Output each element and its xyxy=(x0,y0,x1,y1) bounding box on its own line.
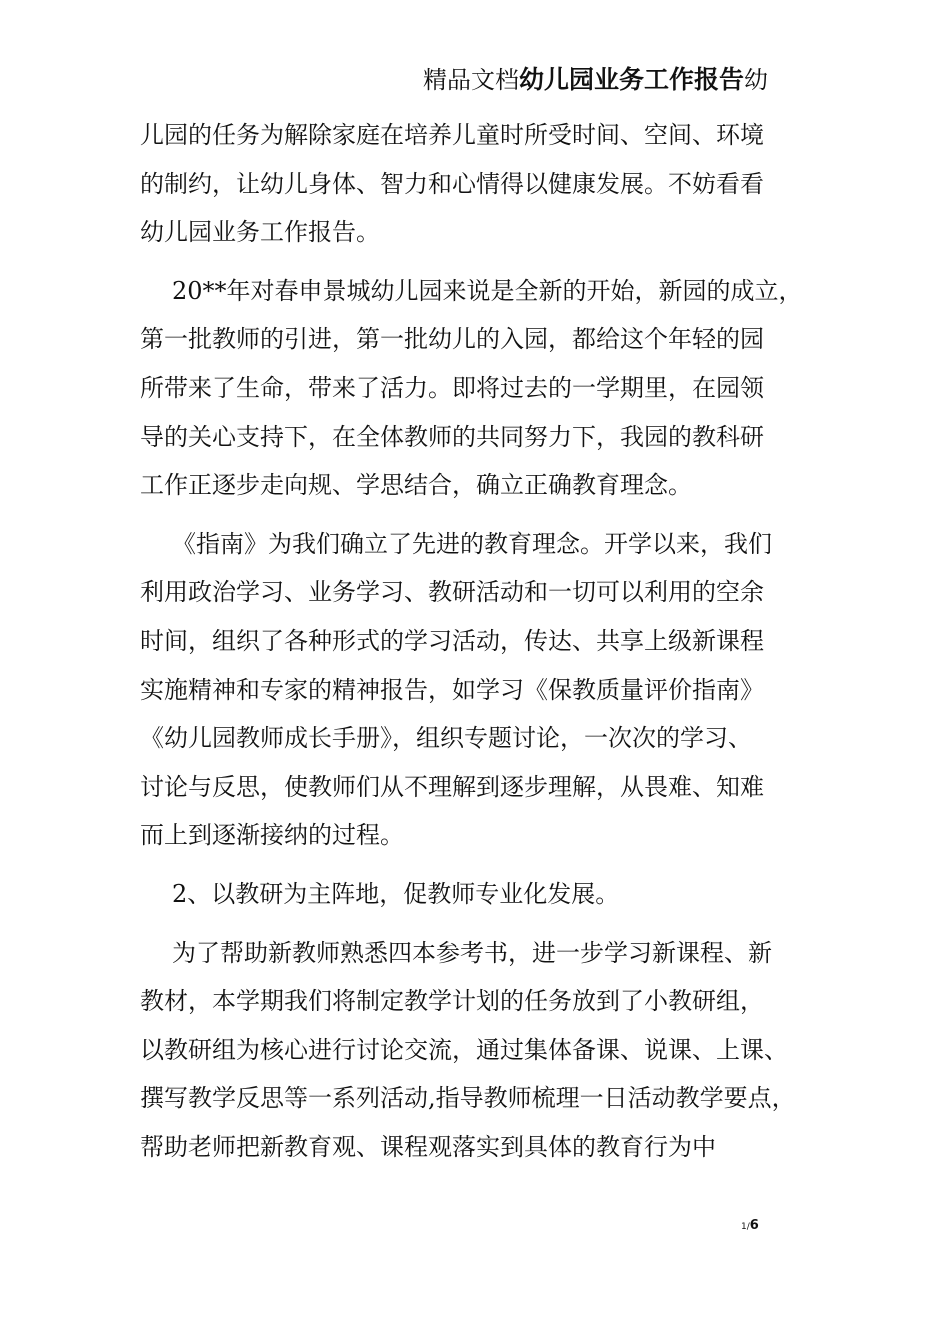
header-prefix: 精品文档 xyxy=(423,66,519,94)
paragraph-first-line: 为了帮助新教师熟悉四本参考书，进一步学习新课程、新 xyxy=(172,938,772,967)
page-number-separator: / xyxy=(746,1222,750,1232)
text-line: 儿园的任务为解除家庭在培养儿童时所受时间、空间、环境 xyxy=(140,121,764,149)
document-body xyxy=(140,111,840,1171)
text-line: 的制约，让幼儿身体、智力和心情得以健康发展。不妨看看 xyxy=(140,169,764,198)
text-line: 时间，组织了各种形式的学习活动，传达、共享上级新课程 xyxy=(140,626,764,655)
paragraph-first-line: 《指南》为我们确立了先进的教育理念。开学以来，我们 xyxy=(172,529,772,558)
text-line: 所带来了生命，带来了活力。即将过去的一学期里，在园领 xyxy=(140,373,764,402)
text-line: 讨论与反思，使教师们从不理解到逐步理解，从畏难、知难 xyxy=(140,772,764,801)
document-title: 幼儿园业务工作报告 xyxy=(519,65,745,94)
text-line: 工作正逐步走向规、学思结合，确立正确教育理念。 xyxy=(140,471,692,500)
text-line: 导的关心支持下，在全体教师的共同努力下，我园的教科研 xyxy=(140,422,764,451)
page-number-current: 1 xyxy=(741,1222,747,1232)
text-line: 帮助老师把新教育观、课程观落实到具体的教育行为中 xyxy=(140,1132,716,1161)
text-line: 教材，本学期我们将制定教学计划的任务放到了小教研组， xyxy=(140,987,764,1016)
text-line: 以教研组为核心进行讨论交流，通过集体备课、说课、上课、 xyxy=(140,1035,788,1064)
text-line: 幼儿园业务工作报告。 xyxy=(140,218,380,247)
document-header xyxy=(423,62,768,98)
section-heading: 2、以教研为主阵地，促教师专业化发展。 xyxy=(172,879,620,908)
text-line: 《幼儿园教师成长手册》，组织专题讨论，一次次的学习、 xyxy=(140,724,752,753)
paragraph-first-line: 20**年对春申景城幼儿园来说是全新的开始，新园的成立， xyxy=(172,276,803,305)
page-number xyxy=(741,1218,759,1233)
text-line: 而上到逐渐接纳的过程。 xyxy=(140,821,404,850)
text-line: 第一批教师的引进，第一批幼儿的入园，都给这个年轻的园 xyxy=(140,325,764,354)
page-number-total: 6 xyxy=(749,1218,759,1233)
text-line: 实施精神和专家的精神报告，如学习《保教质量评价指南》 xyxy=(140,675,764,704)
header-suffix: 幼 xyxy=(744,66,769,94)
text-line: 撰写教学反思等一系列活动,指导教师梳理一日活动教学要点， xyxy=(140,1084,796,1113)
text-line: 利用政治学习、业务学习、教研活动和一切可以利用的空余 xyxy=(140,578,764,607)
